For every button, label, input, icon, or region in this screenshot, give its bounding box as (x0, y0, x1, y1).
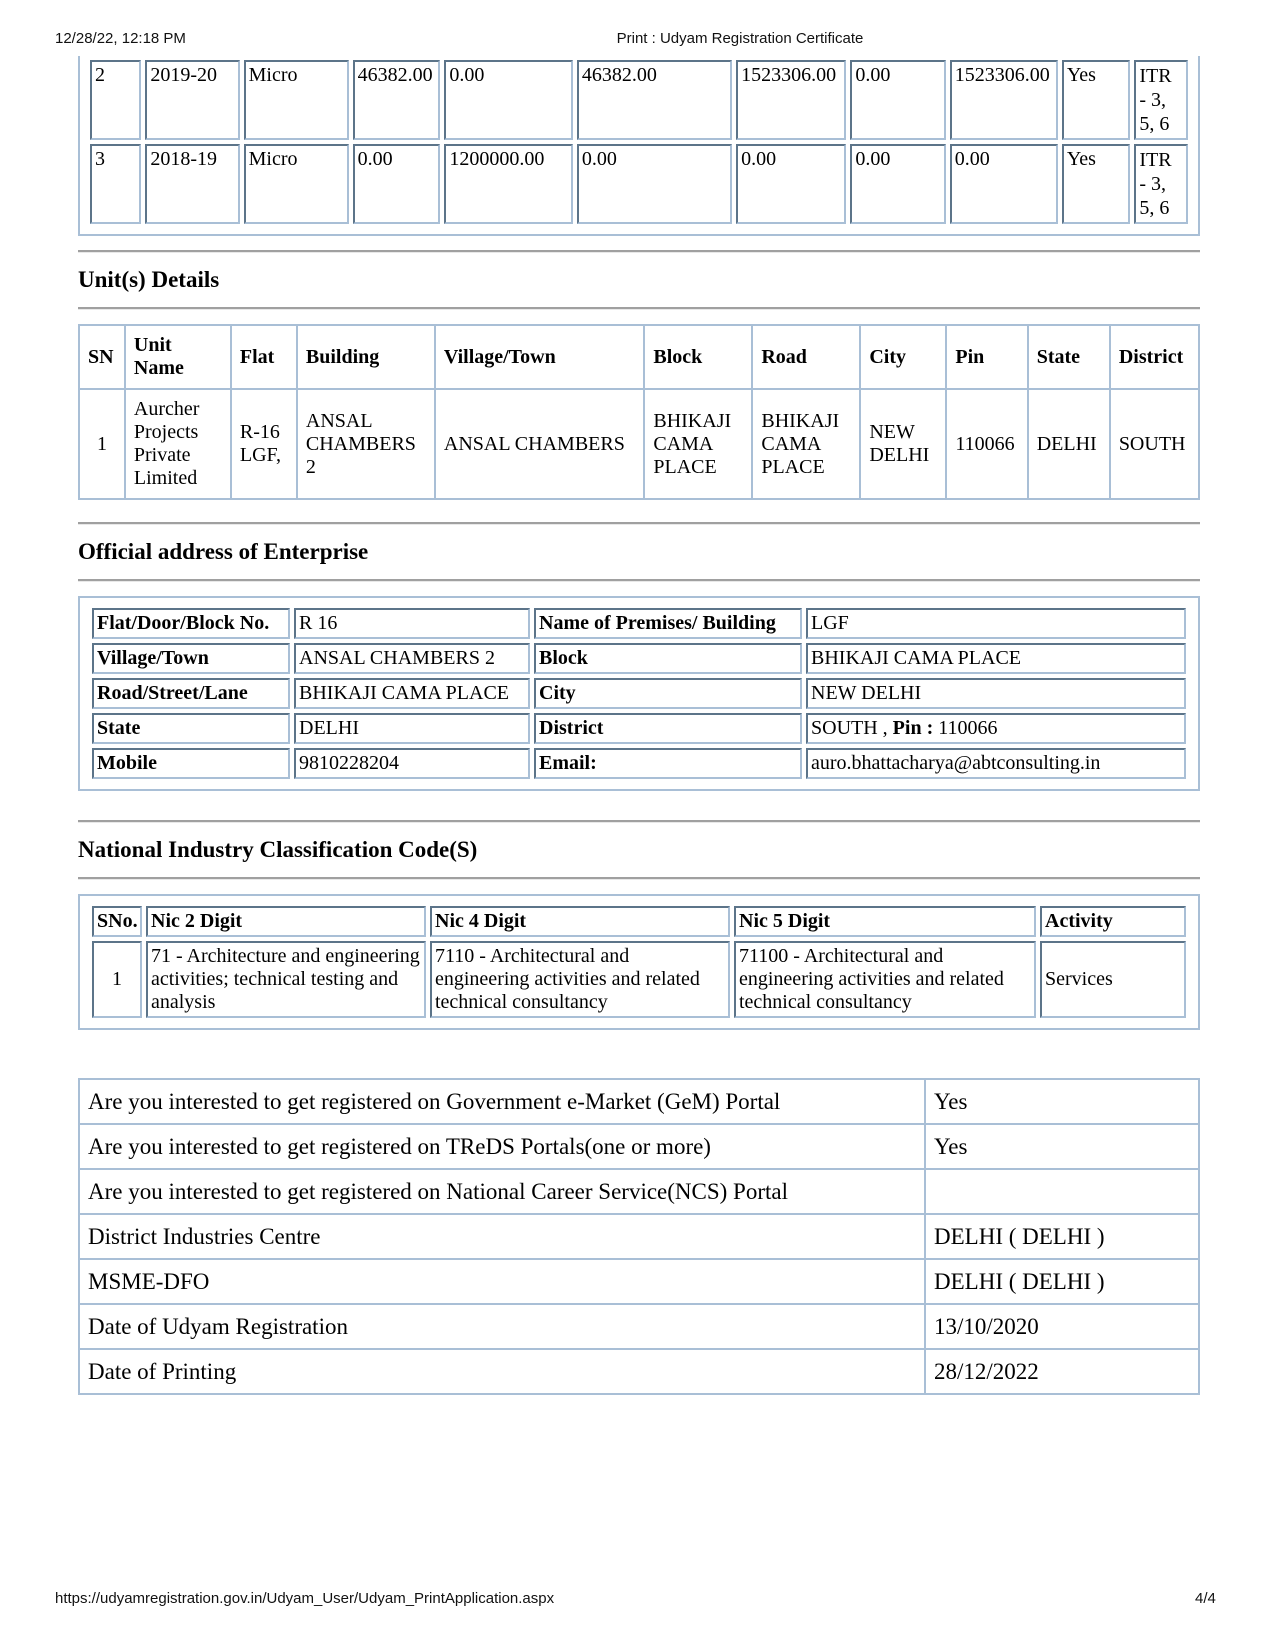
field-value: 9810228204 (294, 748, 530, 779)
row-value: 13/10/2020 (925, 1304, 1199, 1349)
cell: Yes (1062, 60, 1131, 140)
nic-table (88, 902, 1190, 1022)
col-header: Block (644, 325, 752, 389)
cell: 1523306.00 (736, 60, 846, 140)
divider (78, 820, 1200, 823)
cell: SOUTH (1110, 389, 1199, 499)
cell: BHIKAJI CAMA PLACE (752, 389, 860, 499)
row-value: Yes (925, 1124, 1199, 1169)
table-row (92, 678, 1186, 709)
nic-heading: National Industry Classification Code(S) (78, 837, 478, 862)
cell: 110066 (946, 389, 1027, 499)
table-row (92, 941, 1186, 1018)
row-value: 28/12/2022 (925, 1349, 1199, 1394)
cell: Micro (244, 144, 349, 224)
cell: 2 (90, 60, 141, 140)
cell: 46382.00 (577, 60, 732, 140)
field-value: BHIKAJI CAMA PLACE (294, 678, 530, 709)
table-row (79, 1214, 1199, 1259)
official-address-table (88, 604, 1190, 783)
field-label: State (92, 713, 290, 744)
table-row (90, 144, 1188, 224)
field-value (806, 713, 1186, 744)
col-header: Activity (1040, 906, 1186, 937)
col-header: SN (79, 325, 125, 389)
row-label: Are you interested to get registered on Government e-Market (GeM) Portal (79, 1079, 925, 1124)
pin-label: Pin : (892, 717, 934, 739)
col-header: State (1028, 325, 1110, 389)
cell: 46382.00 (353, 60, 441, 140)
field-label: Name of Premises/ Building (534, 608, 802, 639)
col-header: Flat (231, 325, 297, 389)
divider (78, 250, 1200, 253)
cell: Services (1040, 941, 1186, 1018)
field-label: Village/Town (92, 643, 290, 674)
table-row (92, 748, 1186, 779)
cell: 71 - Architecture and engineering activities; technical testing and analysis (146, 941, 426, 1018)
field-label: Email: (534, 748, 802, 779)
table-row (90, 60, 1188, 140)
col-header: Nic 2 Digit (146, 906, 426, 937)
field-label: City (534, 678, 802, 709)
field-label: Flat/Door/Block No. (92, 608, 290, 639)
cell: 1523306.00 (950, 60, 1058, 140)
cell: NEW DELHI (860, 389, 946, 499)
divider (78, 579, 1200, 582)
field-value: R 16 (294, 608, 530, 639)
field-value: LGF (806, 608, 1186, 639)
cell: 0.00 (850, 60, 945, 140)
divider (78, 307, 1200, 310)
row-value (925, 1169, 1199, 1214)
units-table (78, 324, 1200, 500)
page-number: 4/4 (1195, 1590, 1216, 1607)
cell: 2019-20 (145, 60, 239, 140)
page-url: https://udyamregistration.gov.in/Udyam_User/Udyam_PrintApplication.aspx (55, 1590, 555, 1607)
col-header: City (860, 325, 946, 389)
table-row (79, 1304, 1199, 1349)
divider (78, 877, 1200, 880)
units-section (78, 250, 1200, 500)
row-label: MSME-DFO (79, 1259, 925, 1304)
row-label: Date of Printing (79, 1349, 925, 1394)
cell: DELHI (1028, 389, 1110, 499)
cell: 1 (92, 941, 142, 1018)
col-header: Unit Name (125, 325, 231, 389)
pin-value: 110066 (933, 717, 998, 739)
field-label: Mobile (92, 748, 290, 779)
row-value: Yes (925, 1079, 1199, 1124)
district-value: SOUTH , (811, 717, 893, 739)
cell: ITR - 3, 5, 6 (1134, 144, 1188, 224)
cell: BHIKAJI CAMA PLACE (644, 389, 752, 499)
cell: 0.00 (444, 60, 573, 140)
table-row (79, 389, 1199, 499)
cell: R-16 LGF, (231, 389, 297, 499)
cell: 0.00 (577, 144, 732, 224)
table-row (92, 608, 1186, 639)
other-details-section (78, 1078, 1200, 1395)
table-row (92, 713, 1186, 744)
cell: Micro (244, 60, 349, 140)
cell: 2018-19 (145, 144, 239, 224)
email-value: auro.bhattacharya@abtconsulting.in (806, 748, 1186, 779)
col-header: Nic 4 Digit (430, 906, 730, 937)
financial-table (86, 56, 1192, 228)
official-address-section (78, 522, 1200, 791)
col-header: Pin (946, 325, 1027, 389)
financial-table-section (78, 56, 1200, 236)
cell: 1200000.00 (444, 144, 573, 224)
units-heading: Unit(s) Details (78, 267, 220, 292)
field-label: Road/Street/Lane (92, 678, 290, 709)
table-row (92, 643, 1186, 674)
cell: 7110 - Architectural and engineering activities and related technical consultancy (430, 941, 730, 1018)
row-label: Are you interested to get registered on National Career Service(NCS) Portal (79, 1169, 925, 1214)
field-label: District (534, 713, 802, 744)
cell: Aurcher Projects Private Limited (125, 389, 231, 499)
col-header: Village/Town (435, 325, 644, 389)
table-row (79, 1124, 1199, 1169)
official-address-heading: Official address of Enterprise (78, 539, 369, 564)
table-row (79, 1169, 1199, 1214)
cell: Yes (1062, 144, 1131, 224)
print-datetime: 12/28/22, 12:18 PM (55, 30, 186, 47)
cell: ANSAL CHAMBERS (435, 389, 644, 499)
field-label: Block (534, 643, 802, 674)
table-header-row (79, 325, 1199, 389)
cell: 0.00 (353, 144, 441, 224)
row-label: Are you interested to get registered on TReDS Portals(one or more) (79, 1124, 925, 1169)
cell: 0.00 (850, 144, 945, 224)
cell: 3 (90, 144, 141, 224)
field-value: ANSAL CHAMBERS 2 (294, 643, 530, 674)
cell: 71100 - Architectural and engineering activities and related technical consultancy (734, 941, 1036, 1018)
print-page-title: Print : Udyam Registration Certificate (616, 30, 864, 47)
row-label: Date of Udyam Registration (79, 1304, 925, 1349)
table-header-row (92, 906, 1186, 937)
col-header: Building (297, 325, 435, 389)
field-value: DELHI (294, 713, 530, 744)
divider (78, 522, 1200, 525)
cell: 0.00 (950, 144, 1058, 224)
other-details-table (78, 1078, 1200, 1395)
nic-section (78, 820, 1200, 1030)
col-header: District (1110, 325, 1199, 389)
row-value: DELHI ( DELHI ) (925, 1259, 1199, 1304)
cell: ITR - 3, 5, 6 (1134, 60, 1188, 140)
col-header: SNo. (92, 906, 142, 937)
field-value: BHIKAJI CAMA PLACE (806, 643, 1186, 674)
row-label: District Industries Centre (79, 1214, 925, 1259)
col-header: Road (752, 325, 860, 389)
cell: ANSAL CHAMBERS 2 (297, 389, 435, 499)
table-row (79, 1079, 1199, 1124)
row-value: DELHI ( DELHI ) (925, 1214, 1199, 1259)
table-row (79, 1259, 1199, 1304)
table-row (79, 1349, 1199, 1394)
cell: 0.00 (736, 144, 846, 224)
field-value: NEW DELHI (806, 678, 1186, 709)
cell: 1 (79, 389, 125, 499)
col-header: Nic 5 Digit (734, 906, 1036, 937)
